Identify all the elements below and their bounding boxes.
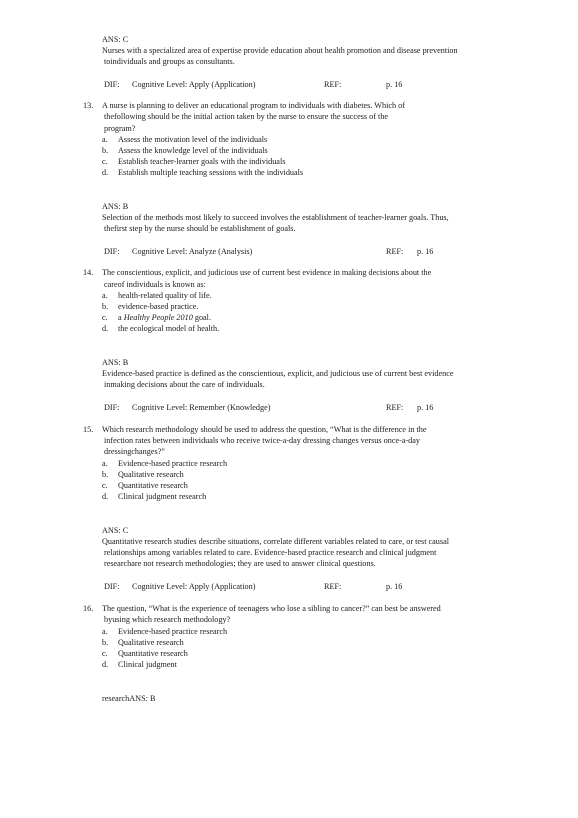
option-letter: d. [102, 492, 109, 501]
option-letter: a. [102, 627, 108, 636]
cognitive-level-15: Cognitive Level: Apply (Application) [132, 582, 256, 591]
question-15-stem-line-1: Which research methodology should be used to address the question, “What is the difference in the [102, 425, 427, 434]
option-text: Clinical judgment [118, 660, 177, 669]
page-ref-13: p. 16 [417, 247, 434, 256]
dif-label-13: DIF: [104, 247, 120, 256]
question-number-13: 13. [83, 101, 94, 110]
option-text [118, 313, 211, 323]
option-letter: a. [102, 459, 108, 468]
option-letter: b. [102, 302, 109, 311]
option-letter: c. [102, 481, 108, 490]
option-text: Establish multiple teaching sessions with the individuals [118, 168, 304, 177]
option-letter: c. [102, 313, 108, 322]
question-13-stem-line-3: program? [104, 124, 136, 133]
question-number-14: 14. [83, 268, 94, 277]
question-number-16: 16. [83, 604, 94, 613]
rationale-12-line-1: Nurses with a specialized area of expertise provide education about health promotion and disease prevention [102, 46, 458, 55]
option-text: Evidence-based practice research [118, 627, 228, 636]
question-14-stem-line-2: careof individuals is known as: [104, 280, 206, 289]
question-16-stem-line-2: byusing which research methodology? [104, 615, 231, 624]
dif-label-15: DIF: [104, 582, 120, 591]
option-text-pre: a [118, 313, 124, 322]
option-text: Quantitative research [118, 481, 188, 490]
answer-15: ANS: C [102, 526, 129, 535]
option-letter: c. [102, 157, 108, 166]
rationale-15-line-1: Quantitative research studies describe situations, correlate different variables related to care, or test causal [102, 537, 449, 546]
option-letter: d. [102, 660, 109, 669]
ref-label-13: REF: [386, 247, 404, 256]
rationale-15-line-2: relationships among variables related to care. Evidence-based practice research and clinical judgment [104, 548, 437, 557]
option-text: Qualitative research [118, 638, 184, 647]
question-13-stem-line-2: thefollowing should be the initial action taken by the nurse to ensure the success of the [104, 112, 388, 121]
option-letter: a. [102, 135, 108, 144]
answer-14: ANS: B [102, 358, 129, 367]
rationale-14-line-1: Evidence-based practice is defined as the conscientious, explicit, and judicious use of current best evidence [102, 369, 454, 378]
dif-label-12: DIF: [104, 80, 120, 89]
dif-label-14: DIF: [104, 403, 120, 412]
rationale-13-line-1: Selection of the methods most likely to succeed involves the establishment of teacher-learner goals. Thus, [102, 213, 449, 222]
option-text: Assess the motivation level of the individuals [118, 135, 268, 144]
option-text: Establish teacher-learner goals with the individuals [118, 157, 286, 166]
option-text: Qualitative research [118, 470, 184, 479]
rationale-15-line-3: researchare not research methodologies; they are used to answer clinical questions. [104, 559, 376, 568]
answer-12: ANS: C [102, 35, 129, 44]
rationale-12-line-2: toindividuals and groups as consultants. [104, 57, 235, 66]
option-letter: c. [102, 649, 108, 658]
option-text: the ecological model of health. [118, 324, 220, 333]
cognitive-level-13: Cognitive Level: Analyze (Analysis) [132, 247, 253, 256]
page-ref-15: p. 16 [386, 582, 403, 591]
question-13-stem-line-1: A nurse is planning to deliver an educational program to individuals with diabetes. Which of [102, 101, 405, 110]
cognitive-level-14: Cognitive Level: Remember (Knowledge) [132, 403, 271, 412]
option-text: health-related quality of life. [118, 291, 212, 300]
page-ref-12: p. 16 [386, 80, 403, 89]
question-16-stem-line-1: The question, “What is the experience of teenagers who lose a sibling to cancer?” can best be answered [102, 604, 441, 613]
question-15-stem-line-3: dressingchanges?” [104, 447, 165, 456]
option-text: evidence-based practice. [118, 302, 199, 311]
option-letter: a. [102, 291, 108, 300]
rationale-14-line-2: inmaking decisions about the care of individuals. [104, 380, 265, 389]
option-text: Clinical judgment research [118, 492, 207, 501]
option-letter: d. [102, 168, 109, 177]
rationale-13-line-2: thefirst step by the nurse should be establishment of goals. [104, 224, 296, 233]
question-14-stem-line-1: The conscientious, explicit, and judicious use of current best evidence in making decisions about the [102, 268, 432, 277]
question-number-15: 15. [83, 425, 94, 434]
option-letter: d. [102, 324, 109, 333]
option-text: Quantitative research [118, 649, 188, 658]
option-letter: b. [102, 470, 109, 479]
option-text-post: goal. [192, 313, 212, 322]
option-text: Assess the knowledge level of the individuals [118, 146, 268, 155]
page-ref-14: p. 16 [417, 403, 434, 412]
option-letter: b. [102, 146, 109, 155]
answer-13: ANS: B [102, 202, 129, 211]
answer-16: researchANS: B [102, 694, 156, 703]
ref-label-15: REF: [324, 582, 342, 591]
question-15-stem-line-2: infection rates between individuals who receive twice-a-day dressing changes versus once-a-day [104, 436, 421, 445]
option-letter: b. [102, 638, 109, 647]
cognitive-level-12: Cognitive Level: Apply (Application) [132, 80, 256, 89]
ref-label-12: REF: [324, 80, 342, 89]
healthy-people-title: Healthy People 2010 [123, 313, 193, 322]
option-text: Evidence-based practice research [118, 459, 228, 468]
ref-label-14: REF: [386, 403, 404, 412]
